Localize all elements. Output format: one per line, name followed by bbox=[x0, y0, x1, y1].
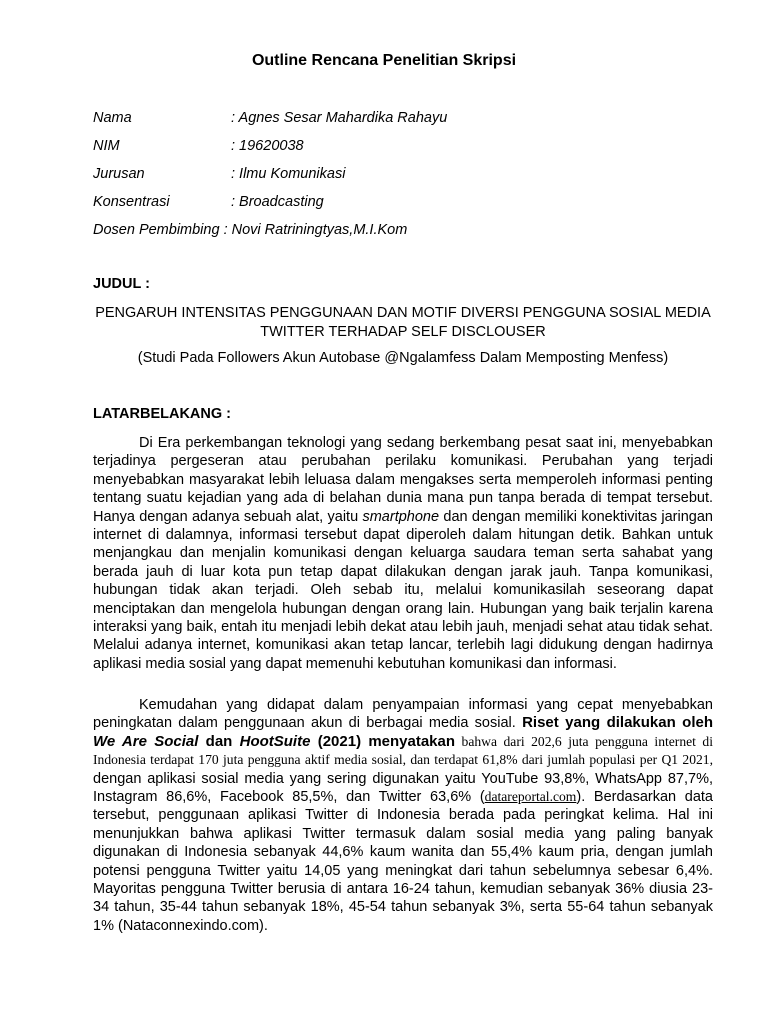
identity-value: : 19620038 bbox=[231, 138, 304, 154]
paragraph-2-serif-text: bahwa dari 202,6 juta pengguna internet di Indonesia terdapat 170 juta pengguna aktif media sosial, dan terdapat 61,8% dari jumlah populasi per Q1 2021, bbox=[93, 733, 713, 768]
paragraph-2-bold-c: (2021) menyatakan bbox=[310, 732, 456, 750]
identity-label: Jurusan bbox=[93, 166, 145, 182]
paragraph-1-text-b: dan dengan memiliki konektivitas jaringan internet di dalamnya, informasi tersebut dapat diperoleh dalam hitungan detik. Bahkan untuk menjangkau dan menjalin komunikasi dengan keluarga saudara teman serta sahabat yang berada jauh di luar kota pun tetap dapat dilakukan dengan jarak jauh. Tanpa komunikasi, hubungan tidak akan terjadi. Oleh sebab itu, melalui komunikasilah seseorang dapat menciptakan dan mengelola hubungan dengan orang lain. Hubungan yang baik terjalin karena interaksi yang baik, entah itu menjadi lebih dekat atau lebih jauh, menjadi sehat atau tidak sehat. Melalui adanya internet, komunikasi akan tetap lancar, terlebih lagi didukung dengan hadirnya aplikasi media sosial yang dapat memenuhi kebutuhan komunikasi dan informasi. bbox=[93, 508, 713, 672]
identity-row-dosen bbox=[93, 222, 407, 238]
paragraph-2-text-c: dengan aplikasi sosial media yang sering digunakan yaitu YouTube 93,8%, WhatsApp 87,7%, Instagram 86,6%, Facebook 85,5%, dan Twitter 63,6% ( bbox=[93, 770, 713, 806]
paragraph-2-text-d: ). Berdasarkan data tersebut, penggunaan aplikasi Twitter di Indonesia berada pada peringkat kelima. Hal ini menunjukkan bahwa aplikasi Twitter termasuk dalam sosial media yang paling banyak digunakan di Indonesia sebanyak 44,6% kaum wanita dan 55,4% kaum pria, dengan jumlah potensi pengguna Twitter yaitu 14,05 yang meningkat dari tahun sebelumnya sebesar 6,4%. Mayoritas pengguna Twitter berusia di antara 16-24 tahun, kemudian sebanyak 36% diusia 23-34 tahun, 35-44 tahun sebanyak 18%, 45-54 tahun sebanyak 3%, serta 55-64 tahun sebanyak 1% (Nataconnexindo.com). bbox=[93, 789, 713, 934]
judul-heading: JUDUL : bbox=[93, 276, 150, 292]
judul-text: PENGARUH INTENSITAS PENGGUNAAN DAN MOTIF DIVERSI PENGGUNA SOSIAL MEDIA TWITTER TERHADAP SELF DISCLOUSER bbox=[95, 305, 711, 340]
paragraph-2-bold-italic-b: HootSuite bbox=[239, 732, 311, 750]
paragraph-2-bold-a: Riset yang dilakukan oleh bbox=[522, 714, 714, 732]
judul-subtitle: (Studi Pada Followers Akun Autobase @Ngalamfess Dalam Memposting Menfess) bbox=[137, 350, 669, 366]
identity-row-nim bbox=[93, 138, 304, 154]
paragraph-2-bold-b: dan bbox=[198, 732, 240, 750]
paragraph-1 bbox=[93, 434, 713, 673]
datareportal-link[interactable]: datareportal.com bbox=[484, 789, 577, 805]
paragraph-1-italic: smartphone bbox=[362, 508, 440, 525]
paragraph-2-text-a: Kemudahan yang didapat dalam penyampaian informasi yang cepat menyebabkan peningkatan dalam penggunaan akun di berbagai media sosial. bbox=[93, 697, 713, 732]
identity-value: : Broadcasting bbox=[231, 194, 324, 210]
identity-value: : Agnes Sesar Mahardika Rahayu bbox=[231, 110, 448, 126]
identity-row-nama bbox=[93, 110, 447, 126]
paragraph-2 bbox=[93, 696, 713, 935]
paragraph-2-bold-italic-a: We Are Social bbox=[93, 732, 199, 750]
identity-value: : Novi Ratriningtyas,M.I.Kom bbox=[223, 222, 408, 238]
document-title: Outline Rencana Penelitian Skripsi bbox=[251, 52, 517, 69]
identity-label: NIM bbox=[93, 138, 120, 154]
identity-label: Nama bbox=[93, 110, 132, 126]
identity-label: Dosen Pembimbing bbox=[93, 222, 220, 238]
identity-row-konsentrasi bbox=[93, 194, 324, 210]
paragraph-1-text-a: Di Era perkembangan teknologi yang sedang berkembang pesat saat ini, menyebabkan terjadinya pergeseran atau perubahan perilaku komunikasi. Perubahan yang terjadi menyebabkan masyarakat lebih leluasa dalam mengakses serta memperoleh informasi penting tentang suatu kejadian yang ada di belahan dunia mana pun tanpa berada di tempat tersebut. Hanya dengan adanya sebuah alat, yaitu bbox=[93, 435, 713, 525]
identity-row-jurusan bbox=[93, 166, 345, 182]
identity-value: : Ilmu Komunikasi bbox=[231, 166, 346, 182]
latar-heading: LATARBELAKANG : bbox=[93, 406, 231, 422]
identity-label: Konsentrasi bbox=[93, 194, 170, 210]
